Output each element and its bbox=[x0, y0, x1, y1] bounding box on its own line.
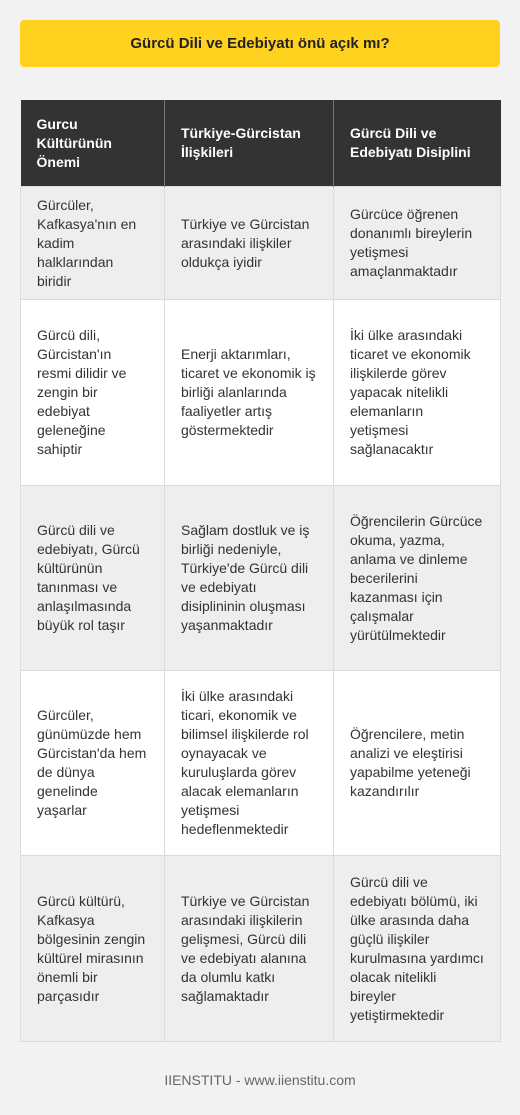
table-cell: Öğrencilere, metin analizi ve eleştirisi yapabilme yeteneği kazandırılır bbox=[334, 671, 501, 856]
title-banner bbox=[20, 20, 500, 67]
table-row bbox=[21, 486, 501, 671]
table-cell: Sağlam dostluk ve iş birliği nedeniyle, Türkiye'de Gürcü dili ve edebiyatı disiplininin oluşması yaşanmaktadır bbox=[165, 486, 334, 671]
table-cell: Türkiye ve Gürcistan arasındaki ilişkiler oldukça iyidir bbox=[165, 187, 334, 300]
table-cell: Gürcüler, Kafkasya'nın en kadim halklarından biridir bbox=[21, 187, 165, 300]
table-cell: Gürcüce öğrenen donanımlı bireylerin yetişmesi amaçlanmaktadır bbox=[334, 187, 501, 300]
table-cell: Öğrencilerin Gürcüce okuma, yazma, anlama ve dinleme becerilerini kazanması için çalışmalar yürütülmektedir bbox=[334, 486, 501, 671]
footer-credit: IIENSTITU - www.iienstitu.com bbox=[164, 1072, 356, 1088]
table-cell: Gürcüler, günümüzde hem Gürcistan'da hem de dünya genelinde yaşarlar bbox=[21, 671, 165, 856]
table-row bbox=[21, 300, 501, 486]
table-cell: İki ülke arasındaki ticari, ekonomik ve bilimsel ilişkilerde rol oynayacak ve kuruluşlarda görev alacak elemanların yetişmesi hedeflenmektedir bbox=[165, 671, 334, 856]
table-header-row bbox=[21, 100, 501, 187]
table-cell: Enerji aktarımları, ticaret ve ekonomik iş birliği alanlarında faaliyetler artış göstermektedir bbox=[165, 300, 334, 486]
table-row bbox=[21, 671, 501, 856]
table-cell: Gürcü dili ve edebiyatı, Gürcü kültürünün tanınması ve anlaşılmasında büyük rol taşır bbox=[21, 486, 165, 671]
table-row bbox=[21, 187, 501, 300]
table-row bbox=[21, 856, 501, 1042]
comparison-table bbox=[20, 100, 501, 1042]
column-header: Türkiye-Gürcistan İlişkileri bbox=[165, 100, 334, 187]
column-header: Gürcü Dili ve Edebiyatı Disiplini bbox=[334, 100, 501, 187]
table-cell: Türkiye ve Gürcistan arasındaki ilişkilerin gelişmesi, Gürcü dili ve edebiyatı alanına da olumlu katkı sağlamaktadır bbox=[165, 856, 334, 1042]
page-title: Gürcü Dili ve Edebiyatı önü açık mı? bbox=[130, 35, 390, 52]
table-cell: Gürcü dili, Gürcistan'ın resmi dilidir ve zengin bir edebiyat geleneğine sahiptir bbox=[21, 300, 165, 486]
column-header: Gurcu Kültürünün Önemi bbox=[21, 100, 165, 187]
table-cell: Gürcü kültürü, Kafkasya bölgesinin zengin kültürel mirasının önemli bir parçasıdır bbox=[21, 856, 165, 1042]
table-cell: Gürcü dili ve edebiyatı bölümü, iki ülke arasında daha güçlü ilişkiler kurulmasına yardımcı olacak nitelikli bireyler yetiştirmektedir bbox=[334, 856, 501, 1042]
table-cell: İki ülke arasındaki ticaret ve ekonomik ilişkilerde görev yapacak nitelikli elemanların yetişmesi sağlanacaktır bbox=[334, 300, 501, 486]
